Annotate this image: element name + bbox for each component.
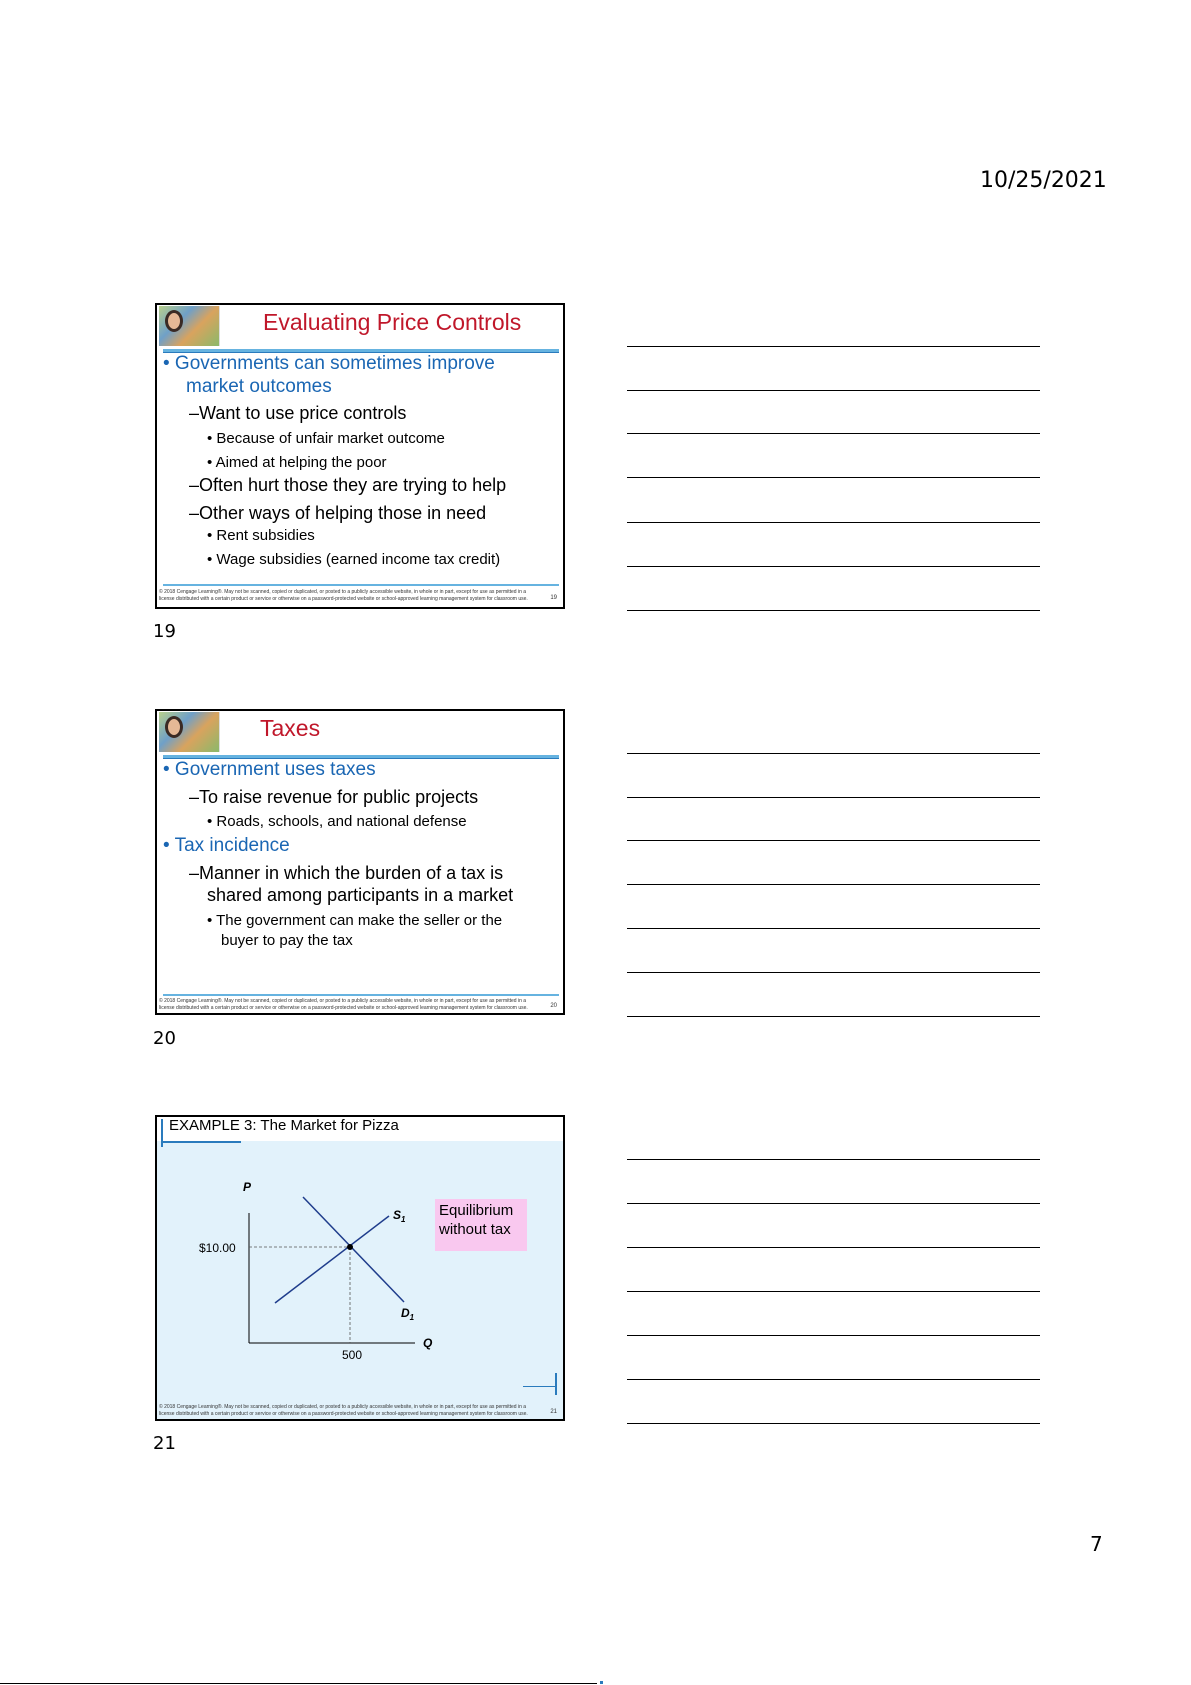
- presenter-photo: [159, 306, 220, 346]
- callout-line-1: Equilibrium: [439, 1202, 514, 1219]
- note-line: [627, 566, 1040, 567]
- bullet-1: • Government uses taxes: [163, 759, 376, 780]
- x-tick-label: 500: [342, 1348, 363, 1362]
- demand-curve: [303, 1197, 404, 1302]
- note-line: [627, 753, 1040, 754]
- presenter-photo: [159, 712, 220, 752]
- item-2: • The government can make the seller or the: [207, 912, 503, 929]
- slide-19: [155, 303, 565, 609]
- footer-rule: [163, 584, 559, 586]
- slide-inner-number: 19: [550, 595, 557, 601]
- equilibrium-point: [347, 1244, 353, 1250]
- document-date: 10/25/2021: [980, 168, 1107, 193]
- demand-label: $D_1$: [401, 1306, 415, 1322]
- note-line: [627, 1203, 1040, 1204]
- note-line: [627, 928, 1040, 929]
- sub-bullet-3: –Other ways of helping those in need: [189, 503, 487, 523]
- note-line: [627, 1379, 1040, 1380]
- page-number: 7: [1090, 1532, 1103, 1556]
- note-line: [627, 610, 1040, 611]
- bullet-2: • Tax incidence: [163, 835, 290, 856]
- slide-inner-number: 20: [550, 1003, 557, 1009]
- copyright-notice: © 2018 Cengage Learning®. May not be scanned, copied or duplicated, or posted to a publicly accessible website, in whole or in part, except for use as permitted in a license distributed with a certain product or service or otherwise on a password-protected website or school-approved learning management system for classroom use.: [159, 589, 528, 602]
- slide-number: 19: [153, 621, 176, 642]
- note-line: [627, 1159, 1040, 1160]
- y-axis-label: P: [243, 1180, 252, 1194]
- sub-bullet-2-cont: shared among participants in a market: [207, 885, 514, 905]
- bullet-1-cont: market outcomes: [186, 376, 332, 397]
- y-tick-label: $10.00: [199, 1241, 236, 1255]
- bullet-1: • Governments can sometimes improve: [163, 353, 495, 374]
- equilibrium-callout: [435, 1199, 527, 1251]
- x-axis-label: Q: [423, 1336, 433, 1350]
- note-line: [627, 1423, 1040, 1424]
- note-line: [627, 433, 1040, 434]
- note-line: [627, 1291, 1040, 1292]
- note-line: [627, 972, 1040, 973]
- item-1: • Roads, schools, and national defense: [207, 813, 467, 830]
- item-2-cont: buyer to pay the tax: [221, 932, 353, 949]
- item-3: • Rent subsidies: [207, 527, 315, 544]
- note-line: [627, 346, 1040, 347]
- note-line: [627, 522, 1040, 523]
- footer-mark: [600, 1681, 603, 1684]
- slide-20: [155, 709, 565, 1015]
- supply-curve: [275, 1216, 389, 1303]
- chart-title: EXAMPLE 3: The Market for Pizza: [169, 1117, 399, 1134]
- slide-number: 21: [153, 1433, 176, 1454]
- note-line: [627, 1016, 1040, 1017]
- sub-bullet-1: –Want to use price controls: [189, 403, 407, 423]
- item-4: • Wage subsidies (earned income tax credit): [207, 551, 501, 568]
- supply-label: $S_1$: [393, 1208, 406, 1224]
- slide-title: Evaluating Price Controls: [263, 309, 522, 335]
- note-line: [627, 797, 1040, 798]
- item-2: • Aimed at helping the poor: [207, 454, 387, 471]
- note-line: [627, 1335, 1040, 1336]
- footer-line: [0, 1683, 597, 1684]
- slide-title: Taxes: [260, 715, 321, 741]
- note-line: [627, 840, 1040, 841]
- sub-bullet-2: –Manner in which the burden of a tax is: [189, 863, 504, 883]
- note-line: [627, 477, 1040, 478]
- slide-number: 20: [153, 1028, 176, 1049]
- supply-demand-chart: [157, 1117, 563, 1419]
- item-1: • Because of unfair market outcome: [207, 430, 445, 447]
- sub-bullet-2: –Often hurt those they are trying to help: [189, 475, 507, 495]
- note-line: [627, 390, 1040, 391]
- slide-inner-number: 21: [550, 1409, 557, 1415]
- note-line: [627, 884, 1040, 885]
- sub-bullet-1: –To raise revenue for public projects: [189, 787, 479, 807]
- slide-21: [155, 1115, 565, 1421]
- copyright-notice: © 2018 Cengage Learning®. May not be scanned, copied or duplicated, or posted to a publicly accessible website, in whole or in part, except for use as permitted in a license distributed with a certain product or service or otherwise on a password-protected website or school-approved learning management system for classroom use.: [159, 998, 528, 1011]
- footer-rule: [163, 994, 559, 996]
- callout-line-2: without tax: [439, 1221, 511, 1238]
- note-line: [627, 1247, 1040, 1248]
- copyright-notice: © 2018 Cengage Learning®. May not be scanned, copied or duplicated, or posted to a publicly accessible website, in whole or in part, except for use as permitted in a license distributed with a certain product or service or otherwise on a password-protected website or school-approved learning management system for classroom use.: [159, 1404, 528, 1417]
